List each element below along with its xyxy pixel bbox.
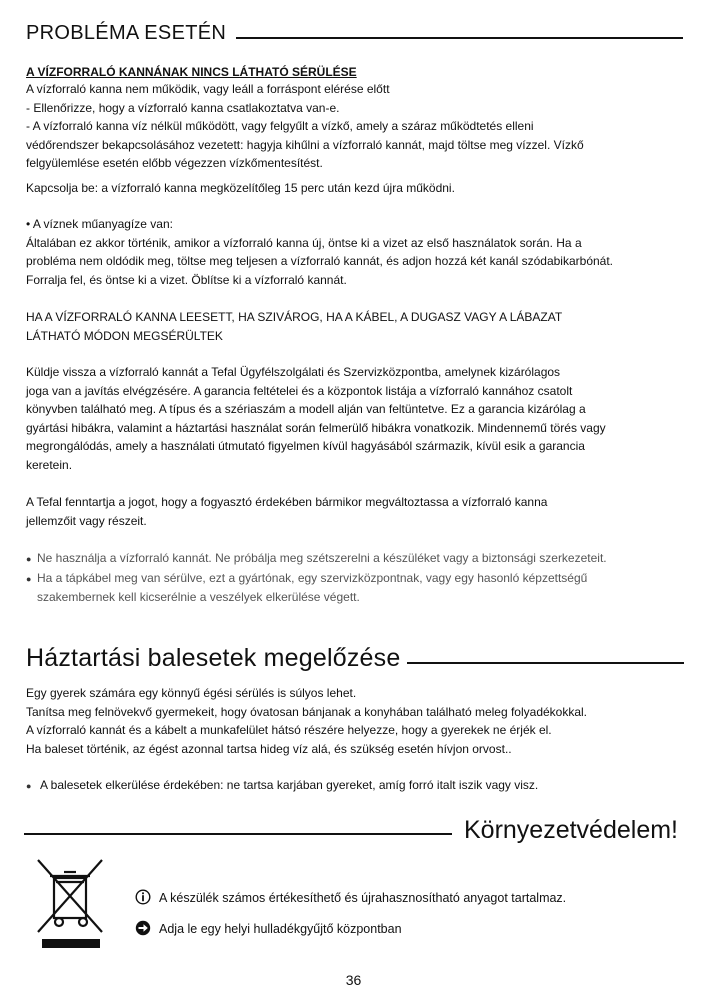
bullet-dot-icon: ● [26,554,32,564]
damage-heading [26,308,686,345]
problem-block-2 [26,215,686,289]
environment-item [135,920,402,936]
bullet-item [26,549,691,569]
text-line: jellemzőit vagy részeit. [26,513,147,528]
accidents-bullet [26,776,538,796]
bullet-text: A balesetek elkerülése érdekében: ne tartsa karjában gyereket, amíg forró italt iszik vagy visz. [40,778,539,792]
bullet-continuation [26,588,691,607]
text-line: felgyülemlése esetén előbb végezzen vízkőmentesítést. [26,156,323,171]
text-line: Küldje vissza a vízforraló kannát a Tefal Ügyfélszolgálati és Szervizközpontba, amelynek kizárólagos [26,365,561,379]
page-number: 36 [345,972,362,988]
section-divider [407,662,684,664]
text-line: Egy gyerek számára egy könnyű égési sérülés is súlyos lehet. [26,686,357,700]
text-line: - A vízforraló kanna víz nélkül működött, vagy felgyűlt a vízkő, amely a száraz működtetés elleni [26,119,534,134]
environment-item-text: Adja le egy helyi hulladékgyűjtő központban [159,922,402,936]
crossed-bin-icon [34,856,110,952]
text-line: • A víznek műanyagíze van: [26,217,173,231]
bullet-item [26,569,691,589]
text-line: megrongálódás, amely a használati útmutató figyelmen kívül hagyásából származik, kívül esik a garancia [26,439,585,454]
text-line: Forralja fel, és öntse ki a vizet. Öblítse ki a vízforraló kannát. [26,272,347,287]
text-line: Általában ez akkor történik, amikor a vízforraló kanna új, öntse ki a vizet az első használatok során. Ha a [26,235,582,250]
text-line: joga van a javítás elvégzésére. A garancia feltételei és a központok listája a vízforraló kannához csatolt [26,383,573,398]
bullet-dot-icon: ● [26,573,32,584]
text-line: probléma nem oldódik meg, töltse meg teljesen a vízforraló kannát, és adjon hozzá két kanál szódabikarbónát. [26,254,614,269]
text-line: védőrendszer bekapcsolásához vezetett: hagyja kihűlni a vízforraló kannát, majd töltse meg vízzel. Vízkő [26,137,584,152]
problem-block-1 [26,80,686,173]
environment-item-text: A készülék számos értékesíthető és újrahasznosítható anyagot tartalmaz. [159,891,567,905]
text-line: A vízforraló kannát és a kábelt a munkafelület hátsó részére helyezze, hogy a gyerekek ne érjék el. [26,723,552,738]
bullet-dot-icon: ● [26,781,32,791]
info-icon [135,889,151,905]
text-line: könyvben található meg. A típus és a szériaszám a modell alján van feltüntetve. Ez a garancia kizárólag a [26,402,586,417]
warning-bullets [26,549,691,607]
section-divider [24,833,452,835]
section-accidents-title: Háztartási balesetek megelőzése [26,644,401,672]
text-line: keretein. [26,457,73,472]
section-divider [236,37,683,39]
text-line: - Ellenőrizze, hogy a vízforraló kanna csatlakoztatva van-e. [26,100,340,115]
section-problem-title: PROBLÉMA ESETÉN [26,22,227,44]
section-environment-title: Környezetvédelem! [464,816,679,844]
text-line: Ha baleset történik, az égést azonnal tartsa hideg víz alá, és szükség esetén hívjon orvost.. [26,741,512,756]
problem-block-4 [26,493,686,530]
text-line: gyártási hibákra, valamint a háztartási használat során felmerülő hibákra vonatkozik. Mindennemű törés vagy [26,420,606,435]
text-line: Tanítsa meg felnövekvő gyermekeit, hogy óvatosan bánjanak a konyhában található meleg folyadékokkal. [26,704,588,719]
text-line: A vízforraló kanna nem működik, vagy leáll a forráspont elérése előtt [26,82,390,96]
environment-item [135,889,566,905]
switch-on-note: Kapcsolja be: a vízforraló kanna megközelítőleg 15 perc után kezd újra működni. [26,181,455,195]
text-line: A Tefal fenntartja a jogot, hogy a fogyasztó érdekében bármikor megváltoztassa a vízforraló kanna [26,495,548,509]
heading-line: LÁTHATÓ MÓDON MEGSÉRÜLTEK [26,328,223,343]
arrow-right-icon [135,920,151,936]
heading-line: HA A VÍZFORRALÓ KANNA LEESETT, HA SZIVÁROG, HA A KÁBEL, A DUGASZ VAGY A LÁBAZAT [26,310,563,324]
problem-block-3 [26,363,686,475]
bullet-text: Ne használja a vízforraló kannát. Ne próbálja meg szétszerelni a készüléket vagy a biztonsági szerkezeteit. [37,551,607,565]
accidents-block [26,684,686,758]
bullet-text: szakembernek kell kicserélnie a veszélyek elkerülése végett. [37,590,360,605]
problem-subheading: A VÍZFORRALÓ KANNÁNAK NINCS LÁTHATÓ SÉRÜLÉSE [26,65,357,79]
bullet-text: Ha a tápkábel meg van sérülve, ezt a gyártónak, egy szervizközpontnak, vagy egy hasonló képzettségű [37,570,588,585]
